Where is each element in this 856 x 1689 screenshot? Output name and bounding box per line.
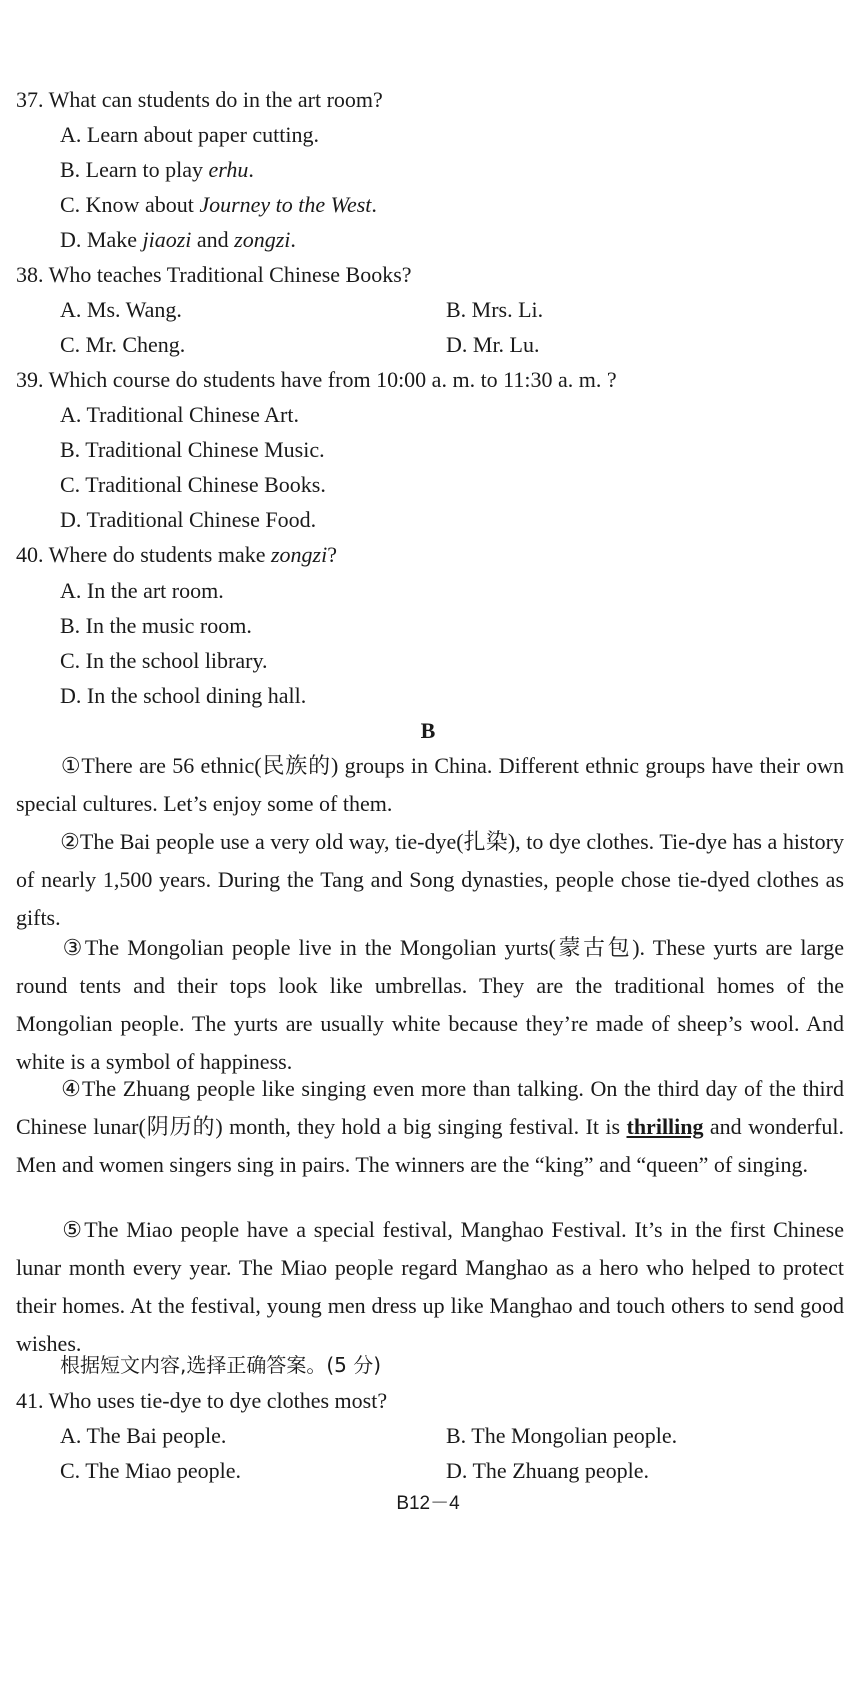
paragraph-2: [16, 823, 844, 937]
option-38c: C. Mr. Cheng.: [60, 332, 186, 357]
question-stem: Which course do students have from 10:00 a. m. to 11:30 a. m. ?: [48, 367, 617, 392]
question-number: 38.: [16, 262, 44, 287]
paragraph-5: [16, 1211, 844, 1363]
question-number: 41.: [16, 1388, 44, 1413]
option-italic: Journey to the West: [199, 192, 372, 217]
option-italic: zongzi: [234, 227, 291, 252]
option-38a: A. Ms. Wang.: [60, 297, 182, 322]
option-text: C. Know about: [60, 192, 200, 217]
paragraph-text: ①There are 56 ethnic(民族的) groups in China. Different ethnic groups have their own special cultures. Let’s enjoy some of them.: [16, 753, 844, 816]
option-37d: [60, 225, 296, 255]
question-number: 39.: [16, 367, 44, 392]
paragraph-text: ④The Zhuang people like singing even more than talking. On the third day of the third Chinese lunar(阴历的) month, they hold a big singing festival. It is: [16, 1076, 844, 1139]
option-38d: D. Mr. Lu.: [446, 332, 540, 357]
option-37c: [60, 190, 377, 220]
paragraph-text: and wonderful. Men and women singers sing in pairs. The winners are the “king” and “queen” of singing.: [16, 1114, 844, 1177]
option-text: D. Make: [60, 227, 143, 252]
option-text: B. Learn to play: [60, 157, 209, 182]
option-39c: C. Traditional Chinese Books.: [60, 472, 326, 497]
question-stem: Who uses tie-dye to dye clothes most?: [48, 1388, 388, 1413]
question-number: 37.: [16, 87, 44, 112]
question-37: [16, 85, 383, 115]
option-punct: .: [248, 157, 254, 182]
paragraph-1: [16, 747, 844, 823]
option-41b: B. The Mongolian people.: [446, 1423, 678, 1448]
paragraph-4: [16, 1070, 844, 1184]
option-40c: C. In the school library.: [60, 648, 268, 673]
option-37a: A. Learn about paper cutting.: [60, 122, 320, 147]
section-heading: B: [420, 718, 436, 743]
question-38: [16, 260, 412, 290]
option-37b: [60, 155, 254, 185]
option-39a: A. Traditional Chinese Art.: [60, 402, 299, 427]
question-punct: ?: [327, 542, 337, 567]
option-punct: .: [290, 227, 296, 252]
option-italic: jiaozi: [142, 227, 192, 252]
paragraph-text: ⑤The Miao people have a special festival, Manghao Festival. It’s in the first Chinese lunar month every year. The Miao people regard Manghao as a hero who helped to protect their homes. At the festival, young men dress up like Manghao and touch others to send good wishes.: [16, 1217, 844, 1356]
option-40d: D. In the school dining hall.: [60, 683, 307, 708]
paragraph-3: [16, 929, 844, 1081]
option-40a: A. In the art room.: [60, 578, 224, 603]
keyword-underlined: thrilling: [626, 1114, 704, 1139]
question-stem: Who teaches Traditional Chinese Books?: [48, 262, 412, 287]
option-41c: C. The Miao people.: [60, 1458, 242, 1483]
instruction: 根据短文内容,选择正确答案。(5 分): [60, 1353, 382, 1377]
paragraph-text: ③The Mongolian people live in the Mongolian yurts(蒙古包). These yurts are large round tents and their tops look like umbrellas. They are the traditional homes of the Mongolian people. The yurts are usually white because they’re made of sheep’s wool. And white is a symbol of happiness.: [16, 935, 844, 1074]
option-39d: D. Traditional Chinese Food.: [60, 507, 317, 532]
question-41: [16, 1386, 387, 1416]
page-footer: B12－4: [396, 1493, 460, 1514]
paragraph-text: ②The Bai people use a very old way, tie-dye(扎染), to dye clothes. Tie-dye has a history of nearly 1,500 years. During the Tang and Song dynasties, people chose tie-dyed clothes as gifts.: [16, 829, 844, 930]
question-39: [16, 365, 617, 395]
question-stem: What can students do in the art room?: [48, 87, 383, 112]
option-40b: B. In the music room.: [60, 613, 252, 638]
option-38b: B. Mrs. Li.: [446, 297, 544, 322]
question-number: 40.: [16, 542, 44, 567]
option-39b: B. Traditional Chinese Music.: [60, 437, 325, 462]
question-stem: Where do students make: [48, 542, 271, 567]
option-41d: D. The Zhuang people.: [446, 1458, 650, 1483]
option-41a: A. The Bai people.: [60, 1423, 227, 1448]
question-stem-italic: zongzi: [270, 542, 328, 567]
question-40: [16, 540, 337, 570]
option-text: and: [191, 227, 235, 252]
option-italic: erhu: [208, 157, 249, 182]
option-punct: .: [371, 192, 377, 217]
